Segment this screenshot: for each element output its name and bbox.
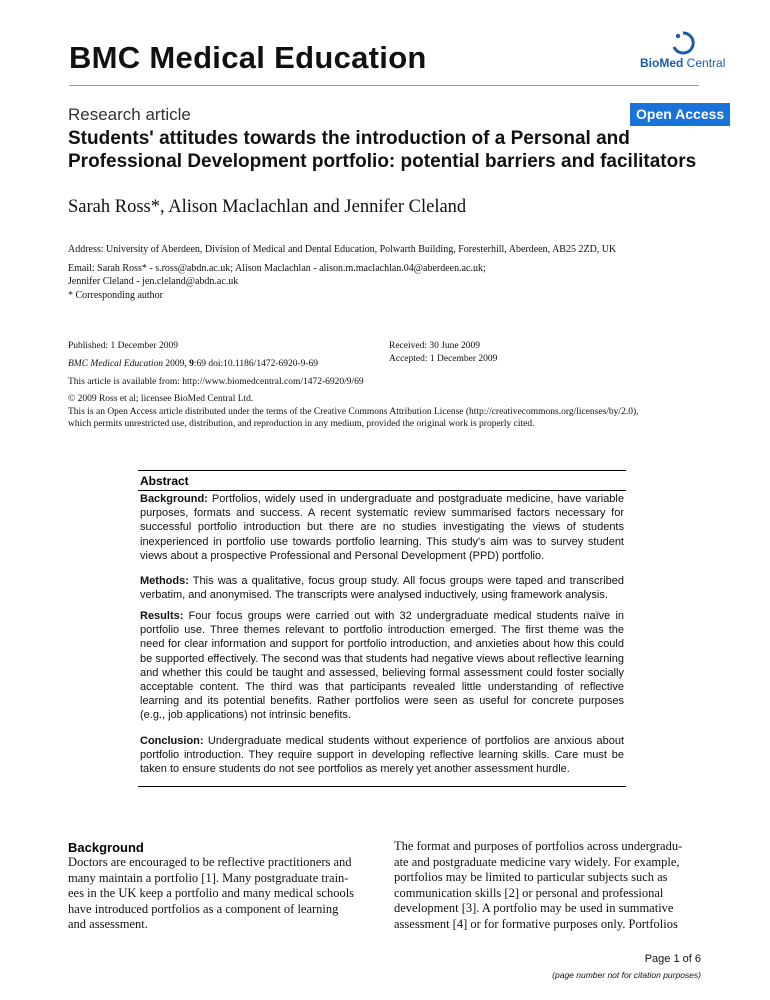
abstract-results-label: Results:	[140, 610, 184, 622]
abstract-methods	[140, 574, 624, 602]
page-number: Page 1 of 6	[644, 953, 701, 965]
background-heading: Background	[68, 840, 144, 855]
citation-doi[interactable]: :69 doi:10.1186/1472-6920-9-69	[193, 359, 319, 369]
abstract-results	[140, 609, 624, 723]
header-rule	[69, 85, 699, 86]
citation	[68, 358, 318, 371]
license-line-1[interactable]: This is an Open Access article distributed under the terms of the Creative Commons Attribution License (http://creativecommons.org/licenses/by/2.0),	[68, 407, 639, 417]
right-line: portfolios may be limited to particular subjects such as	[394, 870, 668, 885]
author-list: Sarah Ross*, Alison Maclachlan and Jennifer Cleland	[68, 197, 467, 217]
citation-journal: BMC Medical Education	[68, 359, 163, 369]
abstract-conclusion-label: Conclusion:	[140, 735, 204, 747]
abstract-bottom-rule	[138, 786, 626, 787]
abstract-background	[140, 492, 624, 563]
logo-central: Central	[683, 56, 726, 70]
left-line: have introduced portfolios as a component of learning	[68, 901, 339, 916]
abstract-conclusion	[140, 734, 624, 777]
left-line: ees in the UK keep a portfolio and many medical schools	[68, 886, 355, 901]
abstract-top-rule	[138, 470, 626, 471]
body-right-column	[394, 839, 700, 933]
abstract-heading: Abstract	[140, 474, 189, 488]
citation-volume: 9	[189, 359, 194, 369]
abstract-conclusion-text: Undergraduate medical students without experience of portfolios are anxious about portfolio introduction. They require support in developing reflective learning skills. Care must be taken to ensure students do not see portfolios as merely yet another assessment hurdle.	[140, 735, 624, 776]
author-address: Address: University of Aberdeen, Division of Medical and Dental Education, Polwarth Building, Foresterhill, Aberdeen, AB25 2ZD, UK	[68, 244, 617, 255]
right-line: The format and purposes of portfolios across undergradu-	[394, 839, 683, 853]
abstract-heading-rule	[138, 490, 626, 491]
corresponding-note: * Corresponding author	[68, 290, 163, 301]
article-url[interactable]: This article is available from: http://www.biomedcentral.com/1472-6920/9/69	[68, 377, 364, 387]
journal-title: BMC Medical Education	[69, 40, 427, 75]
citation-year: 2009,	[162, 359, 190, 369]
article-type: Research article	[68, 105, 191, 124]
logo-bio: BioMed	[640, 56, 684, 70]
body-left-column	[68, 855, 374, 933]
right-line: assessment [4] or for formative purposes only. Portfolios	[394, 916, 678, 931]
abstract-background-label: Background:	[140, 493, 208, 505]
biomed-central-logo-icon	[670, 30, 696, 56]
open-access-badge[interactable]: Open Access	[630, 103, 730, 126]
left-line: many maintain a portfolio [1]. Many postgraduate train-	[68, 870, 349, 885]
page-number-note: (page number not for citation purposes)	[552, 970, 701, 980]
logo-text	[640, 56, 725, 70]
right-line: communication skills [2] or personal and professional	[394, 885, 664, 900]
license-line-2: which permits unrestricted use, distribution, and reproduction in any medium, provided the original work is properly cited.	[68, 419, 535, 429]
published-date: Published: 1 December 2009	[68, 341, 179, 351]
author-emails-2[interactable]: Jennifer Cleland - jen.cleland@abdn.ac.uk	[68, 276, 239, 287]
received-date: Received: 30 June 2009	[389, 341, 481, 351]
copyright-notice: © 2009 Ross et al; licensee BioMed Central Ltd.	[68, 394, 254, 404]
right-line: development [3]. A portfolio may be used in summative	[394, 901, 674, 916]
abstract-background-text: Portfolios, widely used in undergraduate and postgraduate medicine, have variable purposes, formats and success. A recent systematic review summarised factors necessary for successful portfolio introduction but there are no studies investigating the views of students inexperienced in portfolio use towards portfolio learning. This study's aim was to survey student views about a prospective Professional and Personal Development (PPD) portfolio.	[140, 493, 624, 562]
abstract-methods-label: Methods:	[140, 575, 189, 587]
left-line: Doctors are encouraged to be reflective practitioners and	[68, 855, 352, 869]
article-title: Students' attitudes towards the introduction of a Personal and Professional Development portfolio: potential barriers and facilitators	[68, 128, 697, 172]
accepted-date: Accepted: 1 December 2009	[389, 354, 498, 364]
right-line: ate and postgraduate medicine vary widely. For example,	[394, 854, 680, 869]
publisher-logo[interactable]	[640, 30, 726, 70]
abstract-results-text: Four focus groups were carried out with 32 undergraduate medical students naïve in portfolio use. Three themes relevant to portfolio introduction emerged. The first theme was the need for clear information and support for portfolio introduction, and anxieties about how this could be supported effectively. The second was that students had negative views about reflective learning and whether this could be taught and assessed, believing formal assessment could foster socially acceptable content. The third was that participants revealed little understanding of reflective learning and its potential benefits. Rather portfolios were seen as useful for concrete purposes (e.g., job applications) not intrinsic benefits.	[140, 610, 624, 722]
abstract-methods-text: This was a qualitative, focus group study. All focus groups were taped and transcribed verbatim, and anonymised. The transcripts were analysed inductively, using framework analysis.	[140, 575, 624, 602]
left-line: and assessment.	[68, 917, 148, 932]
author-emails-1[interactable]: Email: Sarah Ross* - s.ross@abdn.ac.uk; Alison Maclachlan - alison.m.maclachlan.04@aberdeen.ac.uk;	[68, 263, 486, 274]
